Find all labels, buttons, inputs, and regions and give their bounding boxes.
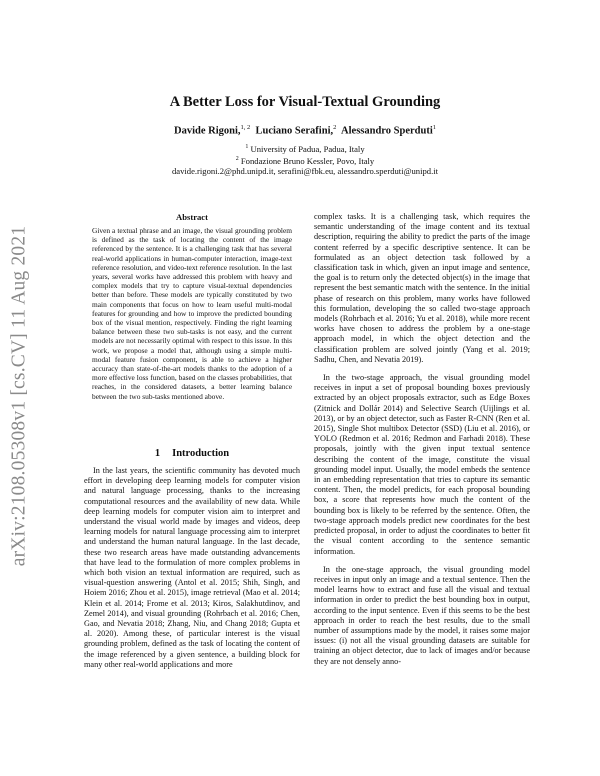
author-name: Luciano Serafini,	[255, 125, 334, 137]
author-affiliation-mark: 1, 2	[240, 124, 251, 131]
left-column-body	[84, 466, 300, 670]
author-name: Alessandro Sperduti	[341, 125, 433, 137]
body-paragraph: In the one-stage approach, the visual grounding model receives in input only an image and a textual sentence. Then the model learns how to extract and fuse all the visual and textual information in order to predict the best bounding box in output, according to the input sentence. Even if this seems to be the best approach in order to reach the best results, due to the small number of assumptions made by the model, it raises some major issues: (i) not all the visual grounding datasets are suitable for training an object detector, due to lack of images and/or because they are not densely anno-	[314, 564, 530, 666]
author-emails: davide.rigoni.2@phd.unipd.it, serafini@fbk.eu, alessandro.sperduti@unipd.it	[172, 166, 438, 176]
section-number: 1	[154, 448, 161, 459]
affiliation-line	[60, 154, 550, 167]
author-affiliation-mark: 2	[333, 124, 337, 131]
section-title: Introduction	[172, 448, 230, 459]
arxiv-identifier: arXiv:2108.05308v1 [cs.CV] 11 Aug 2021	[8, 225, 29, 567]
affiliation-line	[60, 142, 550, 155]
affiliation-text: Fondazione Bruno Kessler, Povo, Italy	[240, 155, 375, 166]
abstract-text: Given a textual phrase and an image, the visual grounding problem is defined as the task of locating the content of the image referenced by the sentence. It is a challenging task that has several real-world applications in human-computer interaction, image-text reference resolution, and video-text reference resolution. In the last years, several works have addressed this problem with heavy and complex models that try to capture visual-textual dependencies better than before. These models are typically constituted by two main components that focus on how to learn useful multi-modal features for grounding and how to improve the predicted bounding box of the visual mention, respectively. Finding the right learning balance between these two sub-tasks is not easy, and the current models are not necessarily optimal with respect to this issue. In this work, we propose a model that, although using a simple multi-modal feature fusion component, is able to achieve a higher accuracy than state-of-the-art models thanks to the adoption of a more effective loss function, based on the classes probabilities, that reaches, in the considered datasets, a better learning balance between the two sub-tasks mentioned above.	[92, 226, 292, 401]
affiliation-text: University of Padua, Padua, Italy	[250, 143, 365, 154]
right-column-body	[314, 212, 530, 667]
section-heading-introduction	[84, 448, 300, 459]
affiliation-mark: 2	[235, 156, 239, 162]
body-paragraph: In the two-stage approach, the visual grounding model receives in input a set of proposal bounding boxes previously extracted by an object proposals extractor, such as Edge Boxes (Zitnick and Dollár 2014) and Selective Search (Uijlings et al. 2013), or by an object detector, such as Faster R-CNN (Ren et al. 2015), Single Shot multibox Detector (SSD) (Liu et al. 2016), or YOLO (Redmon et al. 2016; Redmon and Farhadi 2018). These proposals, jointly with the given input textual sentence describing the content of the image, constitute the visual grounding model input. Usually, the model embeds the sentence in an embedding representation that tries to capture its semantic content. Then, the model predicts, for each proposal bounding box, a score that represents how much the content of the bounding box is likely to be referred by the sentence. Often, the two-stage approach models predict new coordinates for the best predicted proposal, in order to adjust the coordinates to better fit the visual content according to the sentence semantic information.	[314, 373, 530, 556]
body-paragraph: complex tasks. It is a challenging task, which requires the semantic understanding of the image content and its textual description, requiring the ability to predict the parts of the image content referred by a specific descriptive sentence. It can be formulated as an object detection task followed by a classification task in which, given an input image and sentence, the goal is to return only the detected object(s) in the image that represent the best semantic match with the sentence. In the initial phase of research on this problem, many works have followed this formulation, developing the so called two-stage approach models (Rohrbach et al. 2016; Yu et al. 2018), while more recent works have chosen to address the problem by a one-stage approach model, in which the object detection and the classification problem are solved jointly (Yang et al. 2019; Sadhu, Chen, and Nevatia 2019).	[314, 212, 530, 364]
body-paragraph: In the last years, the scientific community has devoted much effort in developing deep learning models for computer vision and natural language processing, thanks to the increasing computational resources and the availability of new data. While deep learning models for computer vision aim to interpret and understand the visual world made by images and videos, deep learning models for natural language processing aim to interpret and understand the human natural language. In the last decade, these two research areas have made outstanding advancements that have lead to the formulation of more complex problems in which both vision an textual information are required, such as visual-question answering (Antol et al. 2015; Shih, Singh, and Hoiem 2016; Zhou et al. 2015), image retrieval (Mao et al. 2014; Klein et al. 2014; Frome et al. 2013; Kiros, Salakhutdinov, and Zemel 2014), and visual grounding (Rohrbach et al. 2016; Chen, Gao, and Nevatia 2018; Zhang, Niu, and Chang 2018; Gupta et al. 2020). Among these, of particular interest is the visual grounding problem, defined as the task of locating the content of the image referenced by a given sentence, a building block for many other real-world applications and more	[84, 466, 300, 669]
arxiv-side-stamp	[4, 210, 34, 582]
author-affiliation-mark: 1	[432, 124, 436, 131]
paper-title: A Better Loss for Visual-Textual Grounding	[169, 94, 441, 110]
author-name: Davide Rigoni,	[174, 125, 241, 137]
abstract-heading: Abstract	[176, 212, 208, 222]
affiliation-mark: 1	[245, 144, 249, 150]
author-list	[60, 124, 550, 137]
